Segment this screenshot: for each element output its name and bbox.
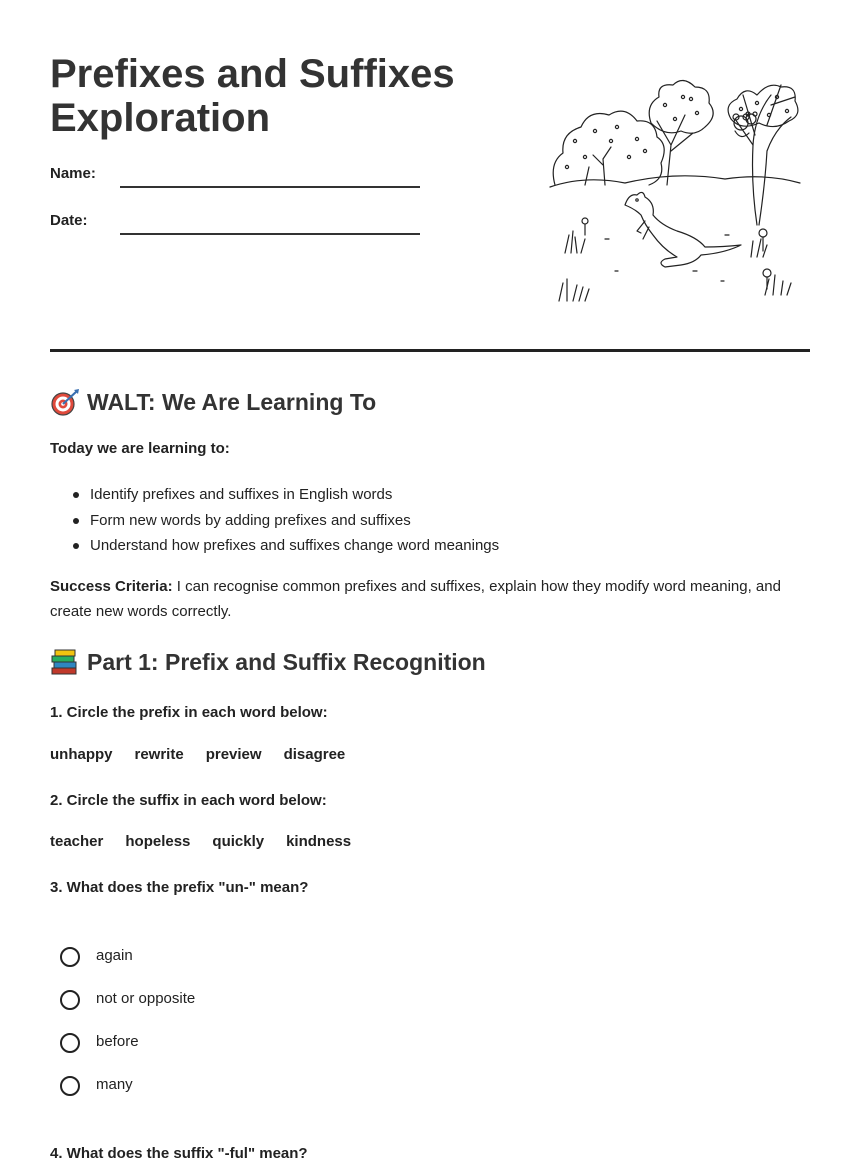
header-divider: [50, 349, 810, 352]
q3-option-again[interactable]: [60, 942, 133, 968]
q1-word-list: [50, 746, 367, 763]
books-icon: [50, 648, 80, 676]
q2-word[interactable]: kindness: [286, 833, 352, 850]
name-label: Name:: [50, 165, 96, 182]
date-field: [50, 212, 420, 242]
part1-heading-text: Part 1: Prefix and Suffix Recognition: [87, 648, 486, 675]
radio-button[interactable]: [60, 990, 80, 1010]
q3-option-before[interactable]: [60, 1028, 139, 1054]
question-2: 2. Circle the suffix in each word below:: [50, 792, 327, 809]
question-4: 4. What does the suffix "-ful" mean?: [50, 1145, 308, 1162]
option-label: not or opposite: [96, 989, 196, 1007]
walt-intro: Today we are learning to:: [50, 440, 230, 457]
question-1: 1. Circle the prefix in each word below:: [50, 704, 328, 721]
target-dart-icon: [50, 388, 80, 416]
walt-heading: [50, 388, 376, 416]
name-field: [50, 165, 420, 195]
q2-word[interactable]: teacher: [50, 833, 104, 850]
walt-heading-text: WALT: We Are Learning To: [87, 388, 377, 415]
list-item: Understand how prefixes and suffixes change word meanings: [90, 533, 499, 559]
q1-word[interactable]: disagree: [283, 746, 346, 763]
q3-option-many[interactable]: [60, 1071, 133, 1097]
part1-heading: [50, 648, 486, 676]
success-criteria-text: I can recognise common prefixes and suffixes, explain how they modify word meaning, and create new words correctly.: [50, 578, 781, 620]
question-3: 3. What does the prefix "un-" mean?: [50, 879, 309, 896]
q2-word[interactable]: quickly: [212, 833, 265, 850]
walt-goals-list: [90, 482, 499, 559]
success-criteria-label: Success Criteria:: [50, 578, 173, 595]
kangaroo-koala-illustration: [545, 75, 805, 305]
q1-word[interactable]: rewrite: [134, 746, 184, 763]
date-line[interactable]: [120, 233, 420, 235]
page-title: Prefixes and Suffixes Exploration: [50, 52, 455, 140]
option-label: many: [96, 1075, 133, 1093]
radio-button[interactable]: [60, 1076, 80, 1096]
q2-word-list: [50, 833, 373, 850]
q1-word[interactable]: preview: [205, 746, 262, 763]
q3-option-not-or-opposite[interactable]: [60, 985, 195, 1011]
date-label: Date:: [50, 212, 88, 229]
option-label: before: [96, 1032, 139, 1050]
radio-button[interactable]: [60, 947, 80, 967]
list-item: Form new words by adding prefixes and suffixes: [90, 508, 499, 534]
name-line[interactable]: [120, 186, 420, 188]
q2-word[interactable]: hopeless: [125, 833, 191, 850]
option-label: again: [96, 946, 133, 964]
success-criteria: [50, 574, 810, 624]
list-item: Identify prefixes and suffixes in English words: [90, 482, 499, 508]
radio-button[interactable]: [60, 1033, 80, 1053]
q1-word[interactable]: unhappy: [50, 746, 113, 763]
